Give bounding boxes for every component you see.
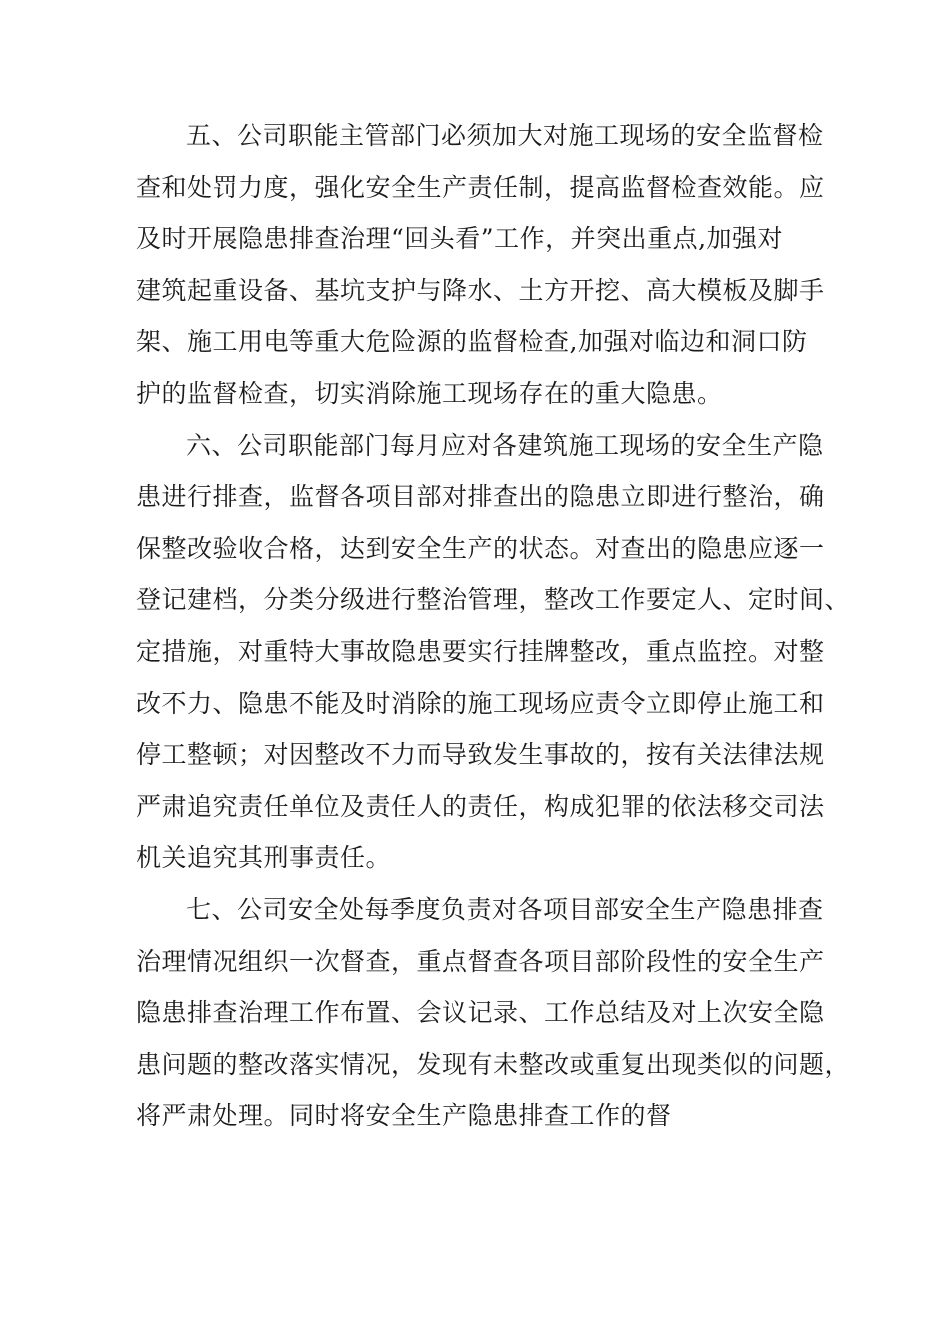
text-line: 治理情况组织一次督查，重点督查各项目部阶段性的安全生产 [136, 946, 825, 976]
text-line: 患进行排查，监督各项目部对排查出的隐患立即进行整治，确 [136, 482, 825, 512]
text-line: 定措施，对重特大事故隐患要实行挂牌整改，重点监控。对整 [136, 636, 825, 666]
text-line: 查和处罚力度，强化安全生产责任制，提高监督检查效能。应 [136, 172, 825, 202]
text-line: 七、公司安全处每季度负责对各项目部安全生产隐患排查 [186, 894, 824, 924]
text-line: 建筑起重设备、基坑支护与降水、土方开挖、高大模板及脚手 [136, 275, 825, 305]
text-line: 六、公司职能部门每月应对各建筑施工现场的安全生产隐 [186, 430, 824, 460]
text-line: 隐患排查治理工作布置、会议记录、工作总结及对上次安全隐 [136, 998, 825, 1028]
text-line: 护的监督检查，切实消除施工现场存在的重大隐患。 [136, 378, 723, 408]
text-line: 停工整顿；对因整改不力而导致发生事故的，按有关法律法规 [136, 740, 825, 770]
document-body [136, 110, 851, 1142]
text-line: 架、施工用电等重大危险源的监督检查,加强对临边和洞口防 [136, 327, 808, 357]
text-line: 改不力、隐患不能及时消除的施工现场应责令立即停止施工和 [136, 688, 825, 718]
paragraph-5 [136, 110, 836, 420]
text-line: 登记建档，分类分级进行整治管理，整改工作要定人、定时间、 [136, 585, 851, 615]
text-line: 机关追究其刑事责任。 [136, 843, 392, 873]
paragraph-6 [136, 420, 851, 884]
text-line: 将严肃处理。同时将安全生产隐患排查工作的督 [136, 1101, 672, 1131]
paragraph-7 [136, 884, 851, 1142]
text-line: 保整改验收合格，达到安全生产的状态。对查出的隐患应逐一 [136, 533, 825, 563]
text-line: 严肃追究责任单位及责任人的责任，构成犯罪的依法移交司法 [136, 791, 825, 821]
text-line: 五、公司职能主管部门必须加大对施工现场的安全监督检 [186, 121, 824, 150]
text-line: 患问题的整改落实情况，发现有未整改或重复出现类似的问题， [136, 1049, 851, 1079]
text-line: 及时开展隐患排查治理“回头看”工作，并突出重点,加强对 [136, 224, 784, 254]
